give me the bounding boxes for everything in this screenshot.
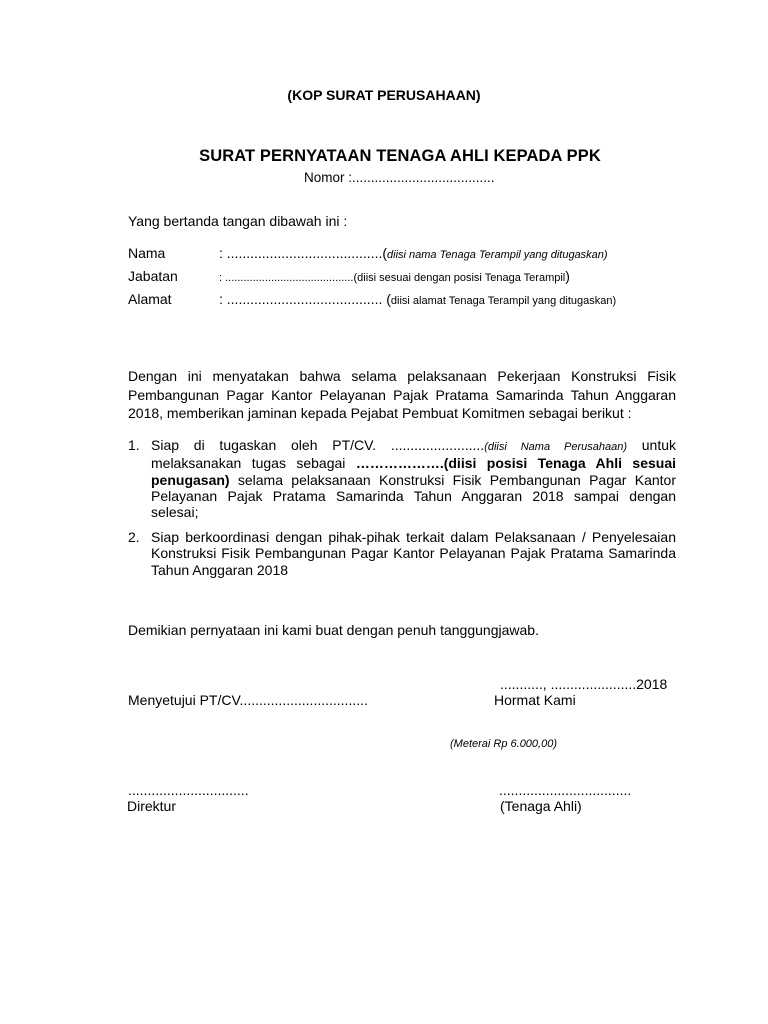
field-value-jabatan-dots: : ..........................................(diisi sesuai dengan posisi Tenaga Terampil	[219, 272, 566, 284]
direktur-label: Direktur	[127, 798, 177, 814]
list-item-1-part3: selama pelaksanaan Konstruksi Fisik Pembangunan Pagar Kantor Pelayanan Pajak Pratama Samarinda Tahun Anggaran 2018 sampai dengan selesai;	[151, 471, 676, 521]
kop-surat-heading: (KOP SURAT PERUSAHAAN)	[287, 87, 481, 103]
menyetujui-line: Menyetujui PT/CV.................................	[128, 692, 368, 708]
list-item-number: 2.	[128, 529, 140, 545]
field-hint-jabatan: )	[565, 268, 570, 284]
hormat-kami: Hormat Kami	[494, 692, 576, 708]
list-item-1-hint: (diisi Nama Perusahaan)	[484, 441, 627, 453]
signature-line-right: ..................................	[499, 782, 632, 798]
tenaga-ahli-label: (Tenaga Ahli)	[500, 798, 582, 814]
list-item-1-part2: untuk melaksanakan tugas sebagai	[151, 437, 676, 472]
meterai-note: (Meterai Rp 6.000,00)	[450, 738, 557, 750]
field-hint-nama: diisi nama Tenaga Terampil yang ditugaskan)	[387, 249, 608, 261]
field-value-alamat-dots: : ........................................ (	[219, 291, 391, 307]
field-value-nama-dots: : ........................................(	[219, 245, 388, 261]
field-value-jabatan	[219, 268, 570, 284]
list-item-body	[151, 437, 676, 520]
intro-text: Yang bertanda tangan dibawah ini :	[128, 213, 348, 229]
closing-statement: Demikian pernyataan ini kami buat dengan penuh tanggungjawab.	[128, 622, 539, 638]
nomor-line: Nomor :......................................	[304, 170, 495, 185]
list-item-body: Siap berkoordinasi dengan pihak-pihak terkait dalam Pelaksanaan / Penyelesaian Konstruksi Fisik Pembangunan Pagar Kantor Pelayanan Pajak Pratama Samarinda Tahun Anggaran 2018	[151, 529, 676, 578]
field-hint-alamat: diisi alamat Tenaga Terampil yang ditugaskan)	[390, 295, 617, 307]
date-line: ..........., ......................2018	[500, 676, 668, 692]
list-item-number: 1.	[128, 437, 140, 453]
document-title: SURAT PERNYATAAN TENAGA AHLI KEPADA PPK	[199, 147, 601, 165]
list-item-1-bold: ……………….(diisi posisi Tenaga Ahli sesuai penugasan)	[151, 455, 676, 488]
list-item-1-part1: Siap di tugaskan oleh PT/CV. ........................	[151, 437, 485, 453]
field-value-alamat	[219, 291, 616, 307]
field-value-nama	[219, 245, 608, 261]
field-label-nama: Nama	[128, 245, 166, 261]
statement-paragraph: Dengan ini menyatakan bahwa selama pelaksanaan Pekerjaan Konstruksi Fisik Pembangunan Pagar Kantor Pelayanan Pajak Pratama Samarinda Tahun Anggaran 2018, memberikan jaminan kepada Pejabat Pembuat Komitmen sebagai berikut :	[128, 368, 676, 421]
signature-line-left: ...............................	[128, 782, 249, 798]
field-label-jabatan: Jabatan	[128, 268, 178, 284]
field-label-alamat: Alamat	[128, 291, 172, 307]
